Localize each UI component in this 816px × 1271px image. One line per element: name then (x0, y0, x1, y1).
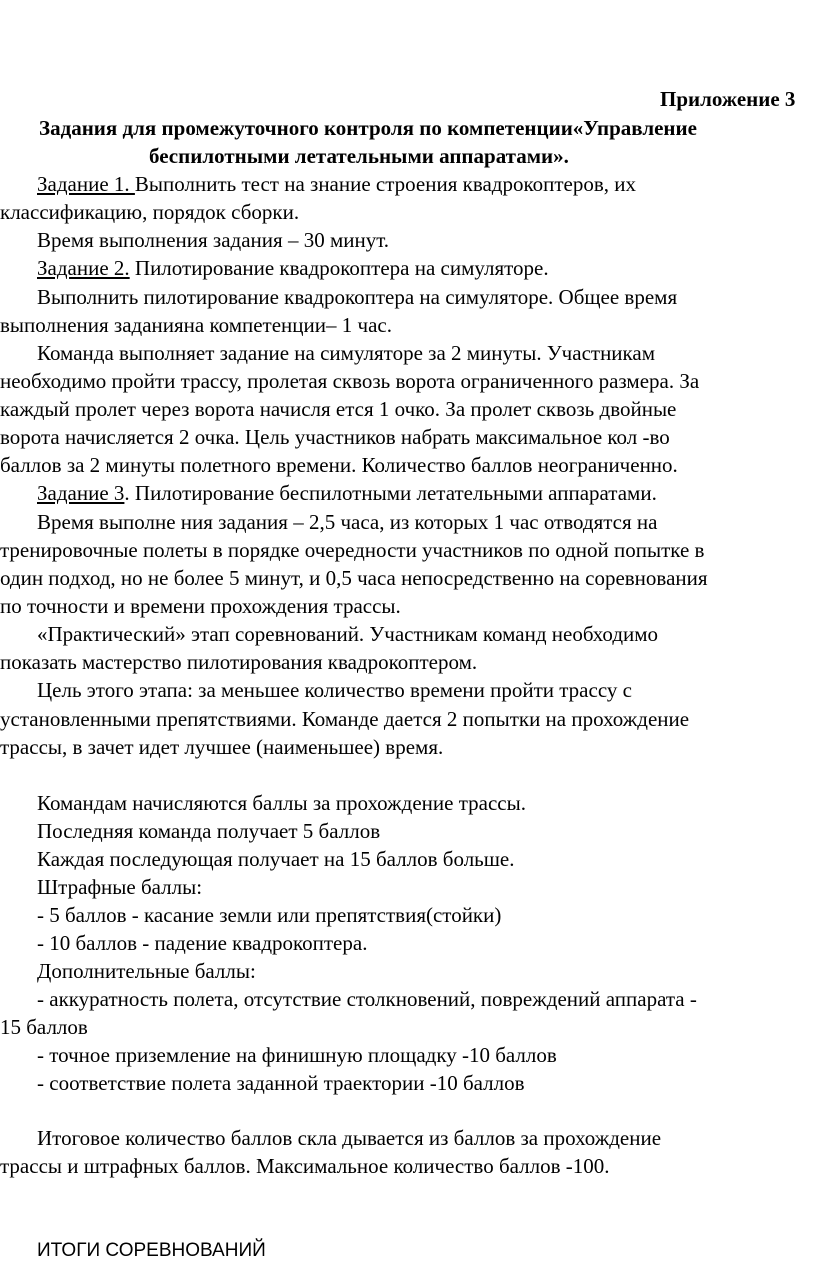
task3-title: . Пилотирование беспилотными летательными аппаратами. (124, 481, 657, 505)
task2-title: Пилотирование квадрокоптера на симуляторе. (129, 256, 549, 280)
task2-p2-line-5: баллов за 2 минуты полетного времени. Количество баллов неограниченно. (0, 453, 678, 477)
title-line-1: Задания для промежуточного контроля по компетенции«Управление (39, 116, 697, 140)
results-heading: ИТОГИ СОРЕВНОВАНИЙ (37, 1240, 266, 1261)
scoring-line-11: - соответствие полета заданной траектории -10 баллов (37, 1071, 525, 1095)
task2-label: Задание 2. (37, 256, 130, 280)
task3-p3-line-1: Цель этого этапа: за меньшее количество времени пройти трассу с (37, 678, 632, 702)
task1-label: Задание 1. (37, 172, 135, 196)
task3-p1-line-2: тренировочные полеты в порядке очередности участников по одной попытке в (0, 538, 705, 562)
task1-text: Выполнить тест на знание строения квадрокоптеров, их (134, 172, 637, 196)
title-line-2: беспилотными летательными аппаратами». (149, 144, 569, 168)
scoring-line-3: Каждая последующая получает на 15 баллов больше. (37, 847, 515, 871)
scoring-line-4: Штрафные баллы: (37, 875, 203, 899)
final-line-1: Итоговое количество баллов скла дывается из баллов за прохождение (37, 1126, 662, 1150)
task3-p1-line-4: по точности и времени прохождения трассы. (0, 594, 401, 618)
task2-p2-line-2: необходимо пройти трассу, пролетая сквозь ворота ограниченного размера. За (0, 369, 700, 393)
scoring-line-8: - аккуратность полета, отсутствие столкновений, повреждений аппарата - (37, 987, 697, 1011)
task2-heading (37, 254, 549, 282)
task3-heading (37, 479, 657, 507)
scoring-line-2: Последняя команда получает 5 баллов (37, 819, 381, 843)
scoring-line-6: - 10 баллов - падение квадрокоптера. (37, 931, 368, 955)
task3-p3-line-3: трассы, в зачет идет лучшее (наименьшее) время. (0, 735, 444, 759)
task3-label: Задание 3 (37, 481, 125, 505)
scoring-line-5: - 5 баллов - касание земли или препятствия(стойки) (37, 903, 502, 927)
task3-p1-line-1: Время выполне ния задания – 2,5 часа, из которых 1 час отводятся на (37, 510, 658, 534)
task3-p3-line-2: установленными препятствиями. Команде дается 2 попытки на прохождение (0, 707, 690, 731)
task3-p1-line-3: один подход, но не более 5 минут, и 0,5 часа непосредственно на соревнования (0, 566, 708, 590)
scoring-line-7: Дополнительные баллы: (37, 959, 256, 983)
task1-line-2: классификацию, порядок сборки. (0, 200, 300, 224)
task2-p2-line-1: Команда выполняет задание на симуляторе за 2 минуты. Участникам (37, 341, 656, 365)
task2-p1-line-1: Выполнить пилотирование квадрокоптера на симуляторе. Общее время (37, 285, 678, 309)
task2-p2-line-4: ворота начисляется 2 очка. Цель участников набрать максимальное кол -во (0, 425, 670, 449)
appendix-label: Приложение 3 (660, 87, 796, 111)
task2-p1-line-2: выполнения заданияна компетенции– 1 час. (0, 313, 392, 337)
task1-line-1 (37, 170, 636, 198)
scoring-line-1: Командам начисляются баллы за прохождение трассы. (37, 791, 526, 815)
scoring-line-10: - точное приземление на финишную площадку -10 баллов (37, 1043, 557, 1067)
task2-p2-line-3: каждый пролет через ворота начисля ется 1 очко. За пролет сквозь двойные (0, 397, 677, 421)
task3-p2-line-1: «Практический» этап соревнований. Участникам команд необходимо (37, 622, 659, 646)
task1-time: Время выполнения задания – 30 минут. (37, 228, 390, 252)
scoring-line-9: 15 баллов (0, 1015, 88, 1039)
task3-p2-line-2: показать мастерство пилотирования квадрокоптером. (0, 650, 478, 674)
final-line-2: трассы и штрафных баллов. Максимальное количество баллов -100. (0, 1154, 610, 1178)
